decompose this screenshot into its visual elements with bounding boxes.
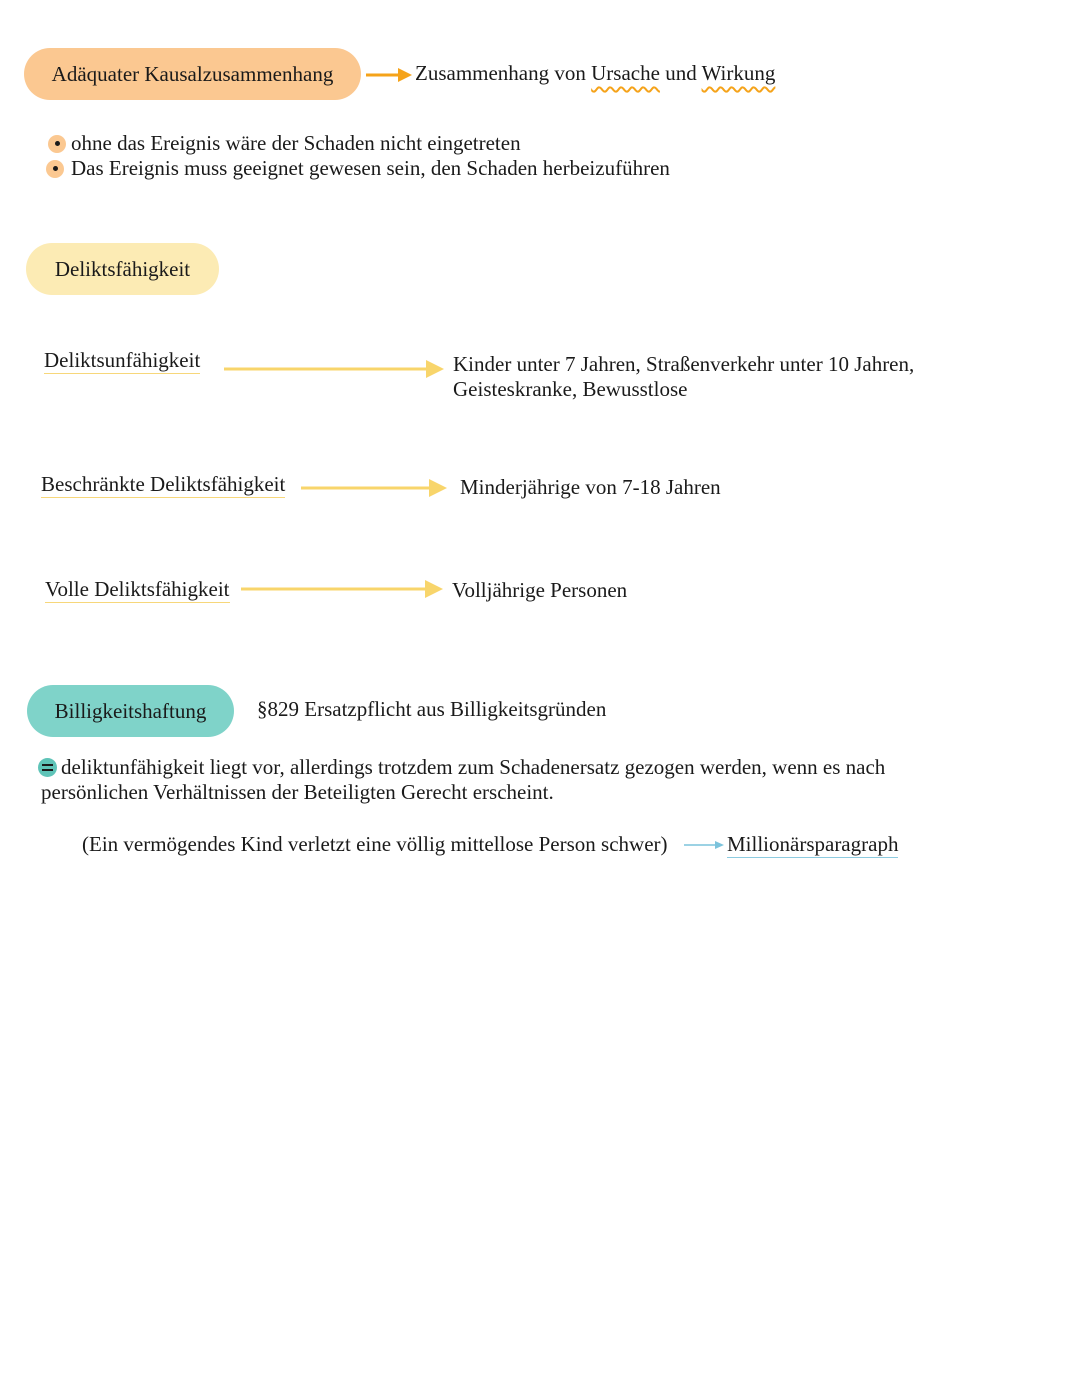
term-beschraenkte-deliktsfaehigkeit: Beschränkte Deliktsfähigkeit bbox=[41, 472, 286, 496]
explanation-line: deliktunfähigkeit liegt vor, allerdings trotzdem zum Schadenersatz gezogen werden, wenn es nach bbox=[61, 755, 886, 779]
bullet-dot-icon bbox=[48, 135, 66, 153]
desc-line: Geisteskranke, Bewusstlose bbox=[453, 377, 688, 401]
arrow-right-icon bbox=[366, 66, 414, 84]
definition-text: Zusammenhang von Ursache und Wirkung bbox=[415, 61, 776, 85]
equals-icon bbox=[38, 758, 57, 777]
arrow-right-icon bbox=[684, 839, 726, 851]
heading-label: Deliktsfähigkeit bbox=[54, 256, 191, 281]
example-text: (Ein vermögendes Kind verletzt eine völlig mittellose Person schwer) bbox=[82, 832, 668, 856]
section-heading-kausalzusammenhang bbox=[24, 48, 361, 100]
desc-line: Kinder unter 7 Jahren, Straßenverkehr unter 10 Jahren, bbox=[453, 352, 915, 376]
arrow-right-icon bbox=[301, 478, 449, 498]
bullet-dot-icon bbox=[46, 160, 64, 178]
keyword-ursache: Ursache bbox=[591, 61, 660, 85]
section-heading-deliktsfaehigkeit bbox=[26, 243, 219, 295]
example-result: Millionärsparagraph bbox=[727, 832, 899, 856]
desc-line: Minderjährige von 7-18 Jahren bbox=[460, 475, 721, 499]
heading-label: Adäquater Kausalzusammenhang bbox=[51, 61, 334, 86]
term-deliktsunfaehigkeit: Deliktsunfähigkeit bbox=[44, 348, 201, 372]
bullet-item: Das Ereignis muss geeignet gewesen sein, den Schaden herbeizuführen bbox=[71, 156, 670, 180]
heading-label: Billigkeitshaftung bbox=[54, 698, 207, 723]
section-heading-billigkeitshaftung bbox=[27, 685, 234, 737]
explanation-line: persönlichen Verhältnissen der Beteiligten Gerecht erscheint. bbox=[41, 780, 554, 804]
keyword-wirkung: Wirkung bbox=[701, 61, 776, 85]
arrow-right-icon bbox=[224, 359, 446, 379]
law-reference: §829 Ersatzpflicht aus Billigkeitsgründen bbox=[257, 697, 607, 721]
desc-line: Volljährige Personen bbox=[452, 578, 628, 602]
bullet-item: ohne das Ereignis wäre der Schaden nicht eingetreten bbox=[71, 131, 521, 155]
arrow-right-icon bbox=[241, 579, 445, 599]
term-volle-deliktsfaehigkeit: Volle Deliktsfähigkeit bbox=[45, 577, 230, 601]
